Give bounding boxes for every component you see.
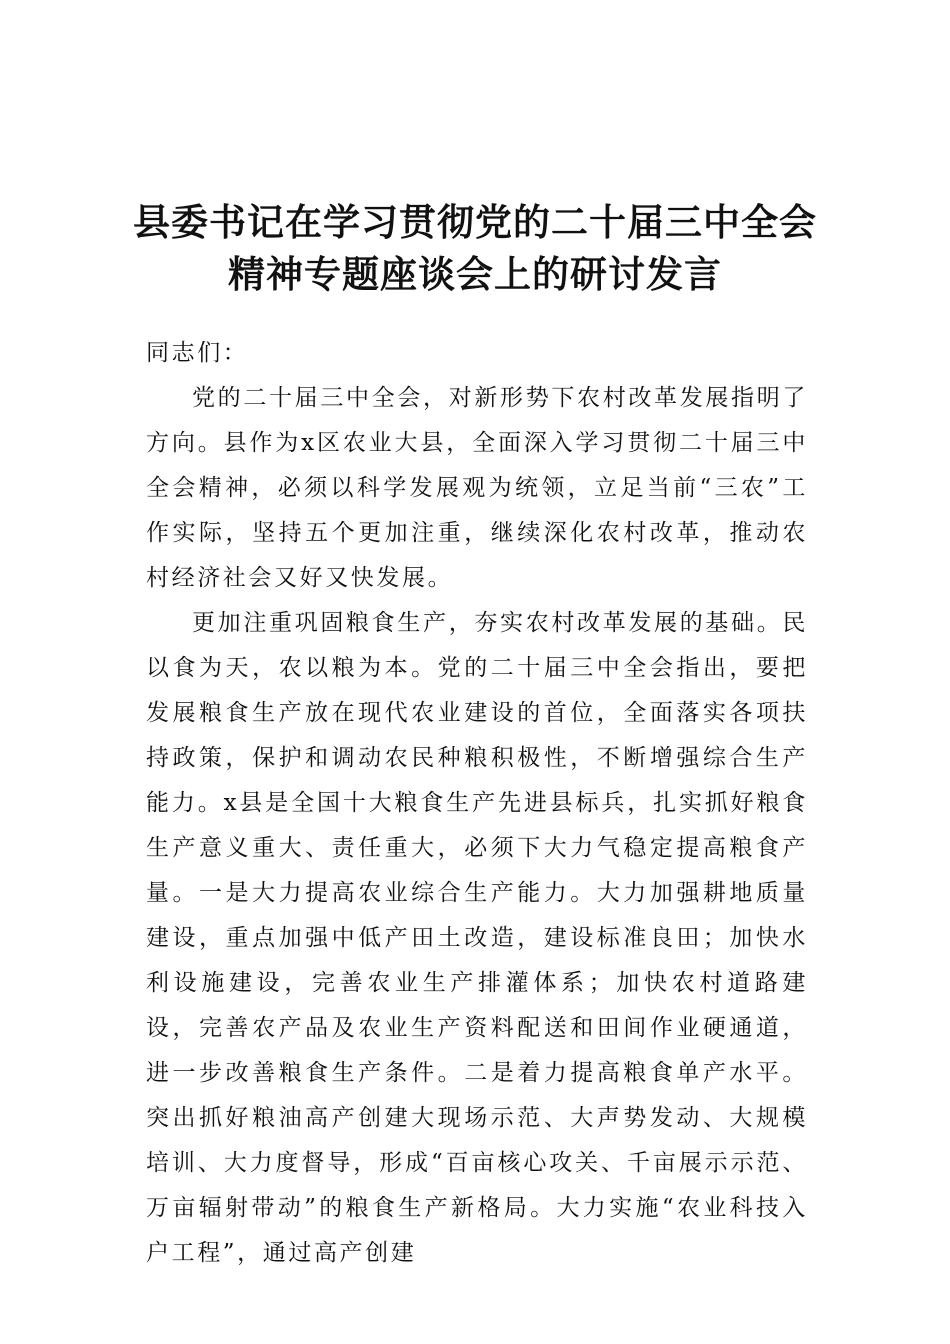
paragraph-1: 党的二十届三中全会，对新形势下农村改革发展指明了方向。县作为x区农业大县，全面深入学习贯彻二十届三中全会精神，必须以科学发展观为统领，立足当前“三农”工作实际，坚持五个更加注重，继续深化农村改革，推动农村经济社会又好又快发展。 bbox=[146, 385, 808, 591]
document-body bbox=[146, 331, 808, 1276]
title-line-1: 县委书记在学习贯彻党的二十届三中全会 bbox=[133, 200, 817, 244]
title-line-2: 精神专题座谈会上的研讨发言 bbox=[228, 252, 722, 296]
document-title bbox=[100, 197, 850, 301]
salutation: 同志们： bbox=[146, 340, 249, 366]
paragraph-2: 更加注重巩固粮食生产，夯实农村改革发展的基础。民以食为天，农以粮为本。党的二十届三中全会指出，要把发展粮食生产放在现代农业建设的首位，全面落实各项扶持政策，保护和调动农民种粮积极性，不断增强综合生产能力。x县是全国十大粮食生产先进县标兵，扎实抓好粮食生产意义重大、责任重大，必须下大力气稳定提高粮食产量。一是大力提高农业综合生产能力。大力加强耕地质量建设，重点加强中低产田土改造，建设标准良田；加快水利设施建设，完善农业生产排灌体系；加快农村道路建设，完善农产品及农业生产资料配送和田间作业硬通道，进一步改善粮食生产条件。二是着力提高粮食单产水平。突出抓好粮油高产创建大现场示范、大声势发动、大规模培训、大力度督导，形成“百亩核心攻关、千亩展示示范、万亩辐射带动”的粮食生产新格局。大力实施“农业科技入户工程”，通过高产创建 bbox=[146, 610, 808, 1266]
